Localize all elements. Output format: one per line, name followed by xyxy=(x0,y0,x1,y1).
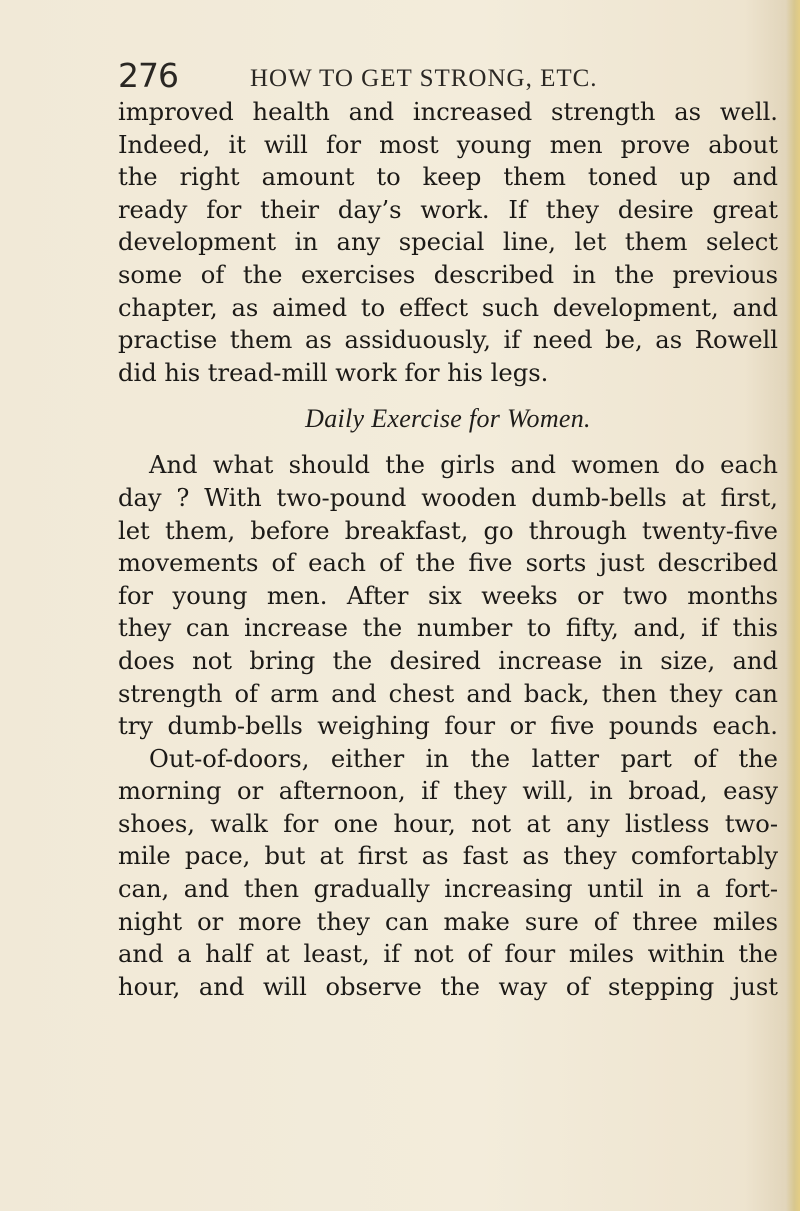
text-line: some of the exercises described in the previous xyxy=(118,260,778,289)
text-line: for young men. After six weeks or two months xyxy=(118,581,778,610)
text-line: strength of arm and chest and back, then they can xyxy=(118,679,778,708)
text-line: movements of each of the five sorts just described xyxy=(118,549,778,578)
body-text xyxy=(118,96,778,1003)
text-line: day ? With two-pound wooden dumb-bells at first, xyxy=(118,483,778,512)
paragraph-2 xyxy=(118,449,778,742)
text-line: improved health and increased strength as well. xyxy=(118,98,778,126)
text-line: can, and then gradually increasing until in a fort- xyxy=(118,875,778,904)
section-heading: Daily Exercise for Women. xyxy=(305,404,591,434)
page-number: 276 xyxy=(118,56,178,95)
text-line: Indeed, it will for most young men prove about xyxy=(118,130,778,159)
text-line: the right amount to keep them toned up and xyxy=(118,163,778,192)
page-edge xyxy=(786,0,800,1211)
text-line: chapter, as aimed to effect such development, and xyxy=(118,293,778,322)
text-line: does not bring the desired increase in size, and xyxy=(118,646,778,675)
text-line: ready for their day’s work. If they desire great xyxy=(118,195,778,224)
text-line: mile pace, but at first as fast as they comfortably xyxy=(118,842,778,871)
text-line: Out-of-doors, either in the latter part of the xyxy=(149,744,778,773)
text-line: night or more they can make sure of three miles xyxy=(118,907,778,936)
running-head xyxy=(118,56,758,96)
text-line: hour, and will observe the way of stepping just xyxy=(118,972,778,1001)
section-heading-row xyxy=(118,389,778,449)
text-line: And what should the girls and women do each xyxy=(149,451,778,480)
paragraph-3 xyxy=(118,743,778,1004)
text-line: and a half at least, if not of four miles within the xyxy=(118,940,778,969)
text-line: development in any special line, let them select xyxy=(118,228,778,257)
running-head-title: HOW TO GET STRONG, ETC. xyxy=(250,65,598,92)
text-line: morning or afternoon, if they will, in broad, easy xyxy=(118,777,778,806)
text-line: let them, before breakfast, go through twenty-five xyxy=(118,516,778,545)
text-line: try dumb-bells weighing four or five pounds each. xyxy=(118,712,778,741)
text-line: practise them as assiduously, if need be, as Rowell xyxy=(118,326,778,355)
text-line: they can increase the number to fifty, and, if this xyxy=(118,614,778,643)
text-line: shoes, walk for one hour, not at any listless two- xyxy=(118,809,778,838)
text-line: did his tread-mill work for his legs. xyxy=(118,358,549,387)
paragraph-1 xyxy=(118,96,778,389)
